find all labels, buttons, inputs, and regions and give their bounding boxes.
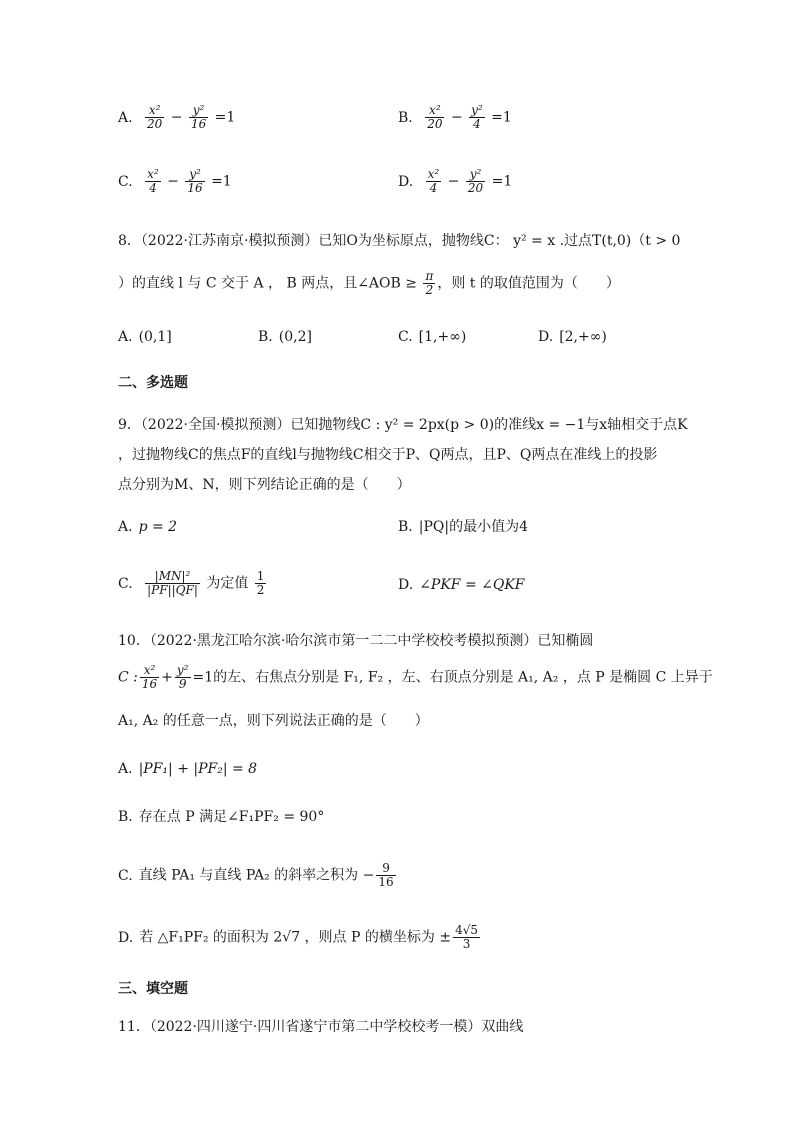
q7-option-b[interactable]: B. $\frac{\text{x²}}{20}$ − $\frac{\text{y²}}{4}$ =1 — [398, 103, 512, 131]
q7-option-c[interactable]: C. $\frac{\text{x²}}{4}$ − $\frac{\text{y²}}{16}$ =1 — [118, 167, 232, 195]
q10-option-d[interactable]: D. 若 △F₁PF₂ 的面积为 2√7 ，则点 P 的横坐标为 ± $\frac{4√5}{3}$ — [118, 923, 478, 951]
section-heading-multiple-choice: 二、多选题 — [118, 375, 188, 391]
q9-option-b[interactable]: B. |PQ|的最小值为4 — [398, 519, 528, 535]
q7-option-a[interactable]: A. $\frac{\text{x²}}{20}$ − $\frac{\text{y²}}{16}$ =1 — [118, 103, 236, 131]
q8-option-b[interactable]: B. (0,2] — [258, 329, 312, 345]
q9-stem-line1: 9．（2022·全国·模拟预测）已知抛物线C : y² = 2px(p > 0)的准线x = −1与x轴相交于点K — [118, 417, 688, 433]
q8-option-a[interactable]: A. (0,1] — [118, 329, 172, 345]
q9-stem-line3: 点分别为M、N，则下列结论正确的是（ ） — [118, 477, 411, 493]
section-heading-fill-in: 三、填空题 — [118, 981, 188, 997]
q9-option-c[interactable]: C. $\frac{\text{|MN|²}}{|PF||QF|}$ 为定值 $\frac{1}{2}$ — [118, 569, 265, 597]
q8-option-d[interactable]: D. [2,+∞) — [538, 329, 607, 345]
q10-option-c[interactable]: C. 直线 PA₁ 与直线 PA₂ 的斜率之积为 − $\frac{9}{16}$ — [118, 861, 394, 889]
q10-option-a[interactable]: A. |PF₁| + |PF₂| = 8 — [118, 761, 258, 777]
q10-option-b[interactable]: B. 存在点 P 满足∠F₁PF₂ = 90° — [118, 809, 325, 825]
q10-stem-line1: 10．（2022·黑龙江哈尔滨·哈尔滨市第一二二中学校校考模拟预测）已知椭圆 — [118, 633, 594, 649]
q9-option-d[interactable]: D. ∠PKF = ∠QKF — [398, 577, 525, 593]
q10-stem-line3: A₁, A₂ 的任意一点，则下列说法正确的是（ ） — [118, 713, 429, 729]
q9-option-a[interactable]: A. p = 2 — [118, 519, 178, 535]
q8-option-c[interactable]: C. [1,+∞) — [398, 329, 467, 345]
q9-stem-line2: ，过抛物线C的焦点F的直线l与抛物线C相交于P、Q两点，且P、Q两点在准线上的投影 — [118, 447, 658, 463]
q8-stem-line1: 8．（2022·江苏南京·模拟预测）已知O为坐标原点，抛物线C： y² = x .过点T(t,0)（t > 0 — [118, 233, 681, 249]
q11-stem-line1: 11．（2022·四川遂宁·四川省遂宁市第二中学校校考一模）双曲线 — [118, 1019, 524, 1035]
q8-stem-line2: ）的直线 l 与 C 交于 A ， B 两点，且∠AOB ≥ $\frac{\pi}{2}$ ，则 t 的取值范围为（ ） — [118, 269, 620, 297]
q7-option-d[interactable]: D. $\frac{\text{x²}}{4}$ − $\frac{\text{y²}}{20}$ =1 — [398, 167, 513, 195]
q10-stem-line2: C : $\frac{\text{x²}}{16}$ + $\frac{\text{y²}}{9}$ =1的左、右焦点分别是 F₁, F₂ ，左、右顶点分别是 A₁, A₂ ，点 P 是椭圆 C 上异于 — [118, 663, 713, 691]
